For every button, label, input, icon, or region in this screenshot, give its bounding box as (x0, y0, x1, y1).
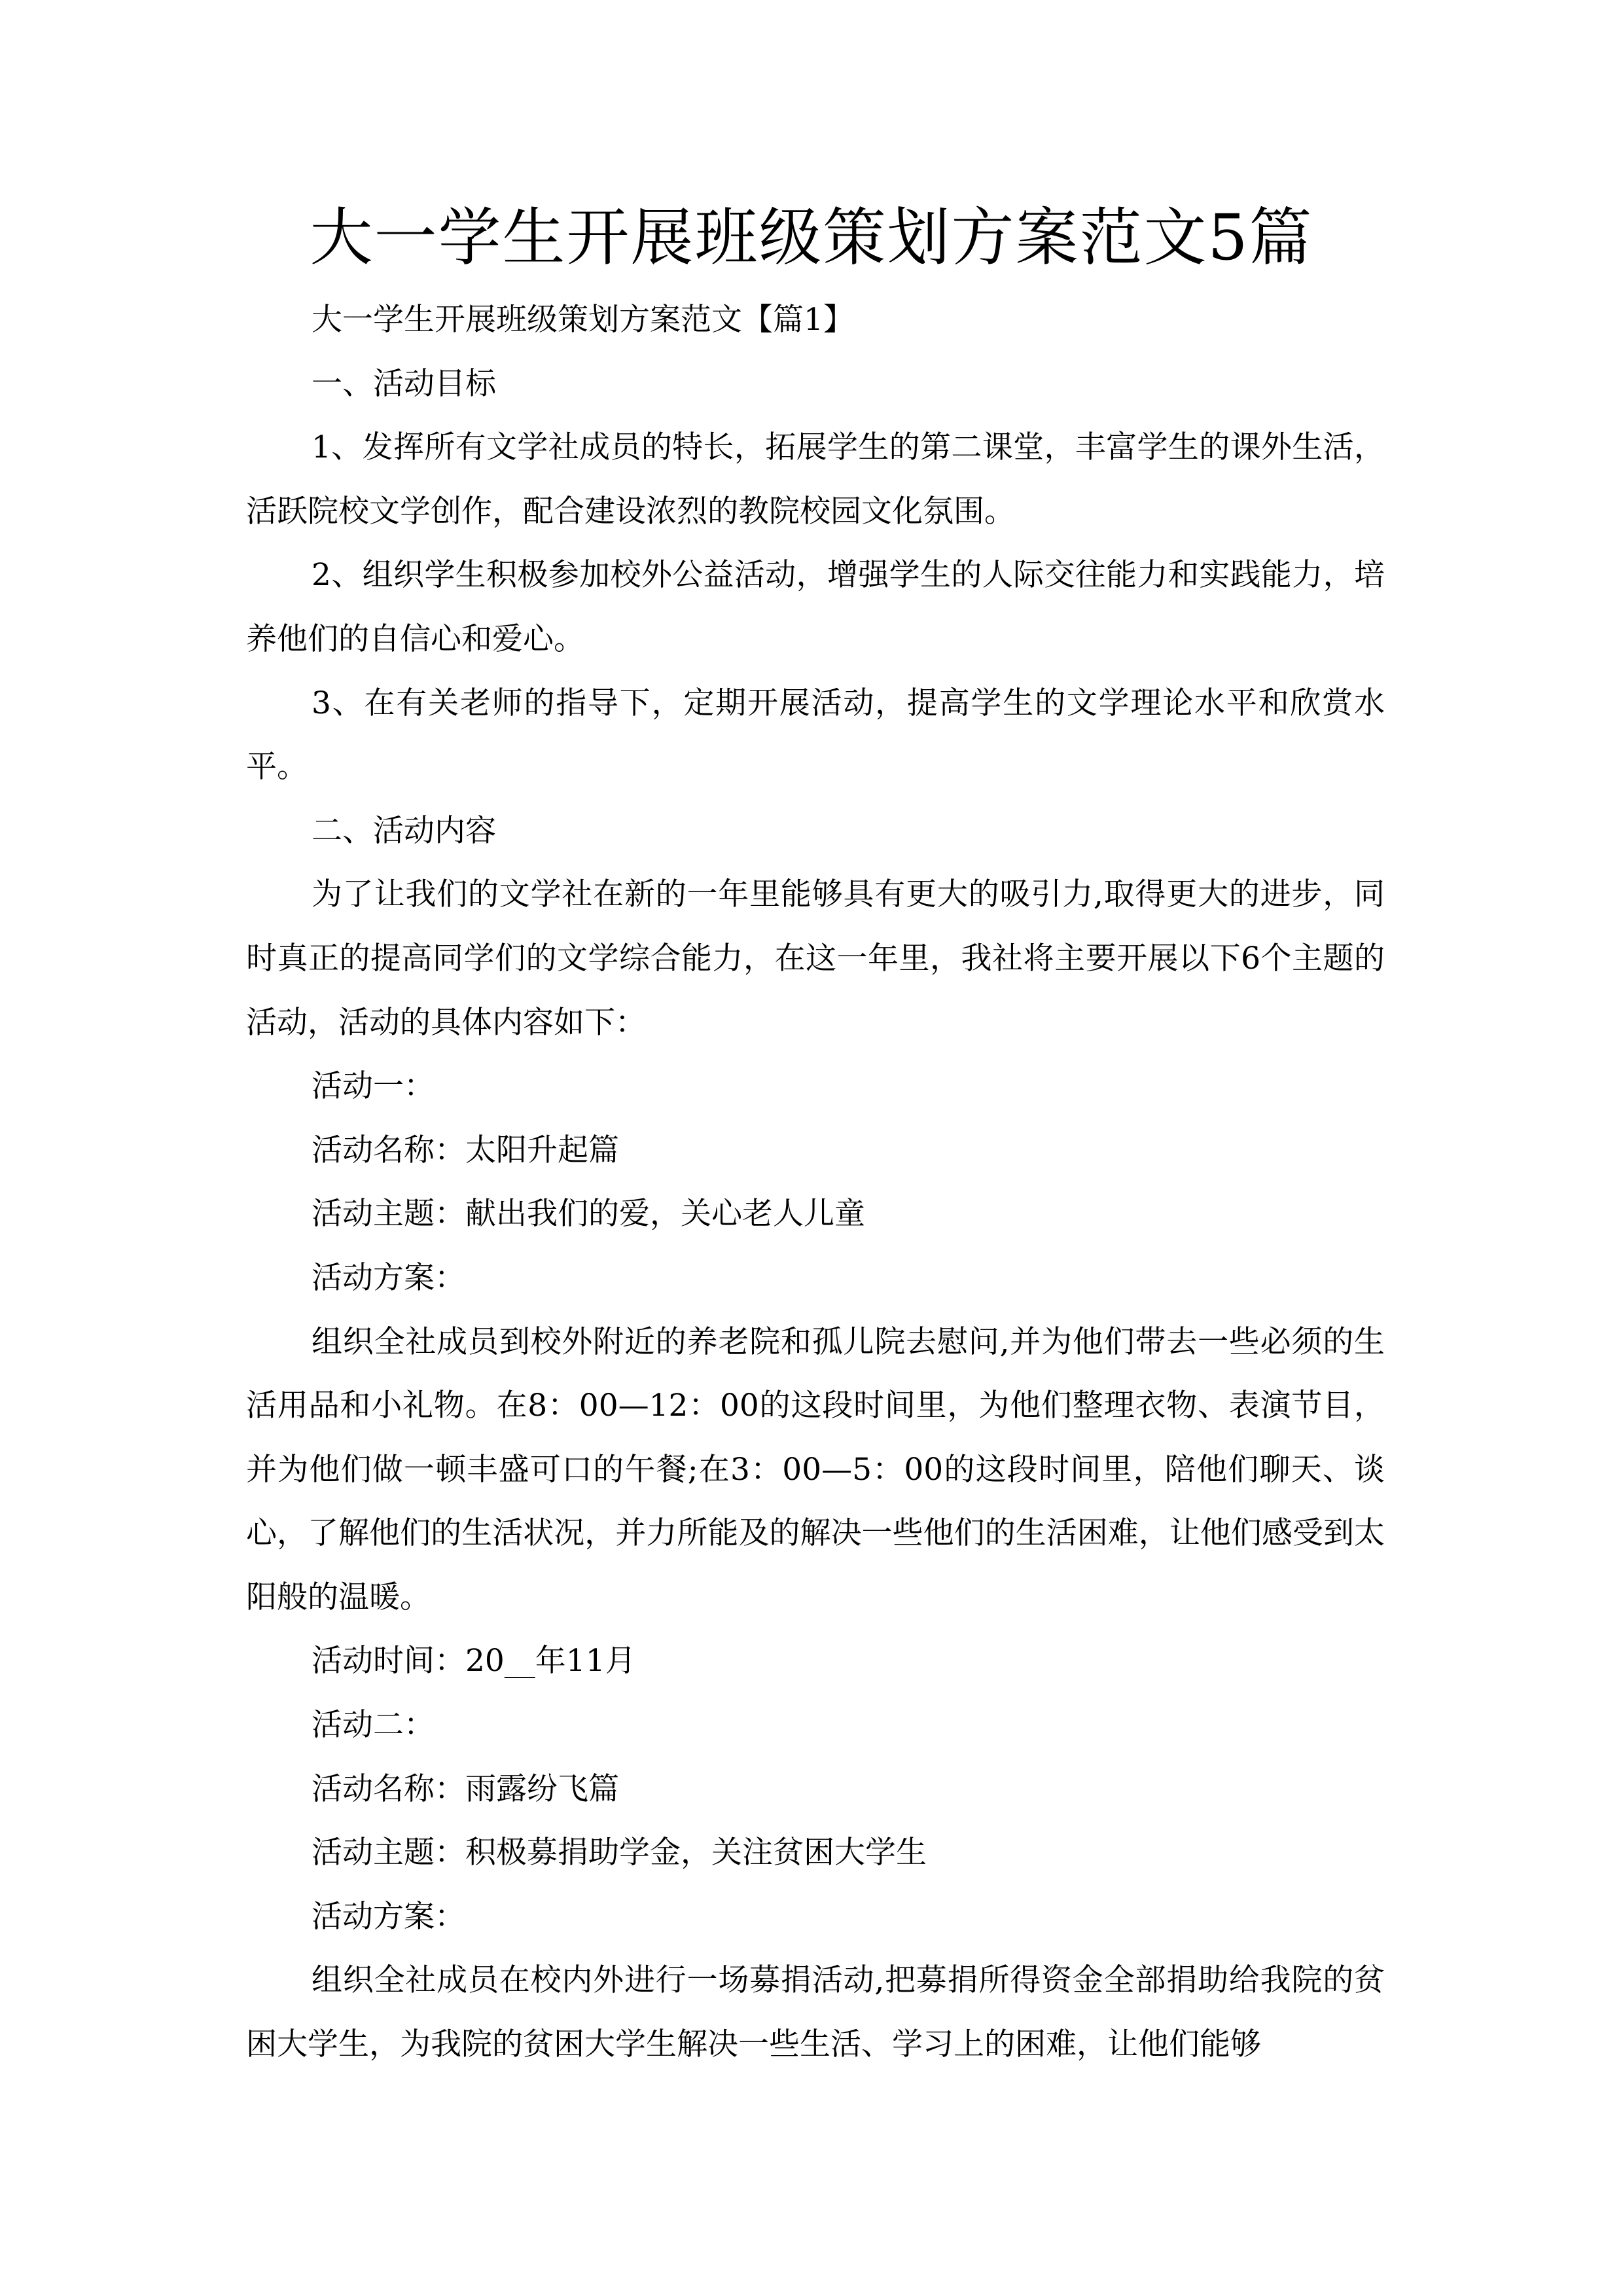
activity-2-theme: 活动主题：积极募捐助学金，关注贫困大学生 (312, 1835, 927, 1871)
activity-2-name: 活动名称：雨露纷飞篇 (312, 1770, 619, 1807)
activity-1-label: 活动一： (312, 1068, 435, 1105)
content-intro-paragraph: 为了让我们的文学社在新的一年里能够具有更大的吸引力,取得更大的进步，同时真正的提高同学们的文学综合能力，在这一年里，我社将主要开展以下6个主题的活动，活动的具体内容如下： (246, 876, 1385, 1041)
document-title: 大一学生开展班级策划方案范文5篇 (310, 201, 1313, 274)
document-body (246, 288, 1385, 2077)
goal-item-2: 2、组织学生积极参加校外公益活动，增强学生的人际交往能力和实践能力，培养他们的自信心和爱心。 (246, 557, 1385, 657)
goal-item-1: 1、发挥所有文学社成员的特长，拓展学生的第二课堂，丰富学生的课外生活，活跃院校文学创作，配合建设浓烈的教院校园文化氛围。 (246, 429, 1385, 529)
activity-1-plan-text: 组织全社成员到校外附近的养老院和孤儿院去慰问,并为他们带去一些必须的生活用品和小礼物。在8：00—12：00的这段时间里，为他们整理衣物、表演节目，并为他们做一顿丰盛可口的午餐;在3：00—5：00的这段时间里，陪他们聊天、谈心，了解他们的生活状况，并力所能及的解决一些他们的生活困难，让他们感受到太阳般的温暖。 (246, 1323, 1385, 1615)
goal-item-3: 3、在有关老师的指导下，定期开展活动，提高学生的文学理论水平和欣赏水平。 (246, 685, 1385, 785)
activity-2-plan-text: 组织全社成员在校内外进行一场募捐活动,把募捐所得资金全部捐助给我院的贫困大学生，为我院的贫困大学生解决一些生活、学习上的困难，让他们能够 (246, 1962, 1385, 2063)
activity-1-theme: 活动主题：献出我们的爱，关心老人儿童 (312, 1196, 865, 1232)
section-heading-goals: 一、活动目标 (312, 365, 496, 402)
activity-1-plan-label: 活动方案： (312, 1259, 465, 1296)
activity-2-label: 活动二： (312, 1707, 435, 1744)
activity-1-name: 活动名称：太阳升起篇 (312, 1132, 619, 1168)
activity-1-time: 活动时间：20__年11月 (312, 1643, 636, 1679)
activity-2-plan-label: 活动方案： (312, 1898, 465, 1935)
section-heading-article-1: 大一学生开展班级策划方案范文【篇1】 (312, 302, 854, 338)
section-heading-content: 二、活动内容 (312, 812, 496, 849)
